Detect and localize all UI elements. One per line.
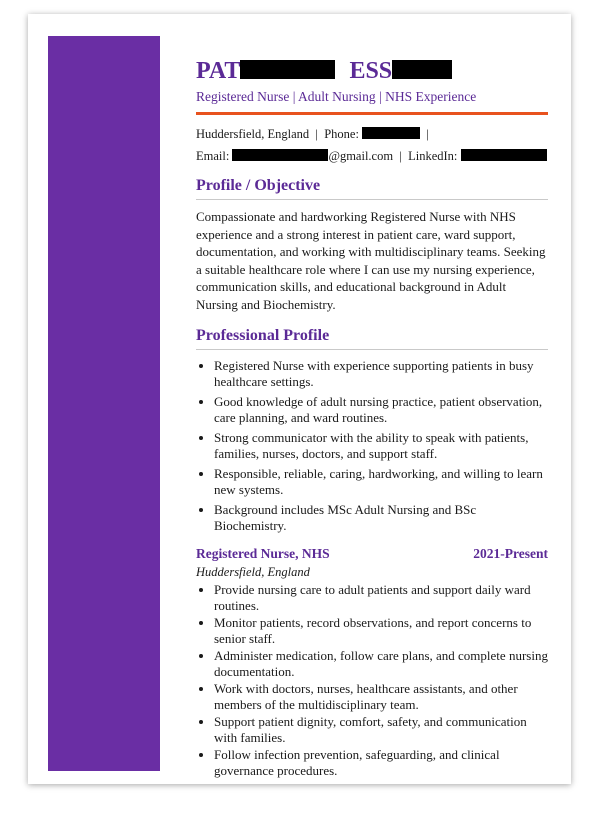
redacted-name-block [240,60,335,79]
list-item: • Work with doctors, nurses, healthcare assistants, and other members of the multidisciplinary team. [214,681,548,713]
list-item: • Support patient dignity, comfort, safety, and communication with families. [214,714,548,746]
redacted-email [232,149,328,161]
email-suffix: @gmail.com [328,149,394,163]
job-location: Huddersfield, England [196,565,310,579]
list-item: • Background includes MSc Adult Nursing and BSc Biochemistry. [214,502,548,534]
list-item: • Responsible, reliable, caring, hardworking, and willing to learn new systems. [214,466,548,498]
headline-subtitle: Registered Nurse | Adult Nursing | NHS Experience [196,89,477,104]
resume-content [196,58,548,780]
profile-text: Compassionate and hardworking Registered Nurse with NHS experience and a strong interest in patient care, ward support, documentation, and working with multidisciplinary teams. Seeking a suitable healthcare role where I can use my nursing experience, communication skills, and educational background in Adult Nursing and Biochemistry. [196,209,546,312]
list-item: • Follow infection prevention, safeguarding, and clinical governance procedures. [214,747,548,779]
job-dates: 2021-Present [473,546,548,561]
list-item: • Strong communicator with the ability to speak with patients, families, nurses, doctors, and support staff. [214,430,548,462]
accent-divider [196,112,548,115]
list-item: • Good knowledge of adult nursing practice, patient observation, care planning, and ward routines. [214,394,548,426]
redacted-phone [362,127,420,139]
name-second: ESS [349,58,393,84]
job-title: Registered Nurse, NHS [196,546,330,561]
list-item: • Registered Nurse with experience supporting patients in busy healthcare settings. [214,358,548,390]
list-item: • Provide nursing care to adult patients and support daily ward routines. [214,582,548,614]
redacted-name-block [392,60,452,79]
contact-line-2: Email: @gmail.com | LinkedIn: [196,145,548,167]
email-label: Email: [196,149,230,163]
job-header [196,546,548,562]
sidebar-accent-bar [48,36,160,771]
professional-profile-list [196,358,548,534]
location: Huddersfield, England [196,127,310,141]
list-item: • Administer medication, follow care plans, and complete nursing documentation. [214,648,548,680]
list-item: • Monitor patients, record observations, and report concerns to senior staff. [214,615,548,647]
phone-label: Phone: [324,127,359,141]
section-title-professional-profile: Professional Profile [196,327,548,350]
linkedin-label: LinkedIn: [408,149,458,163]
resume-page [28,14,571,784]
section-title-profile: Profile / Objective [196,177,548,200]
contact-line-1: Huddersfield, England | Phone: | [196,127,429,141]
job-duties-list [196,582,548,779]
name-first: PAT [196,58,241,84]
candidate-name [196,58,548,84]
redacted-linkedin [461,149,547,161]
contact-block [196,123,548,167]
